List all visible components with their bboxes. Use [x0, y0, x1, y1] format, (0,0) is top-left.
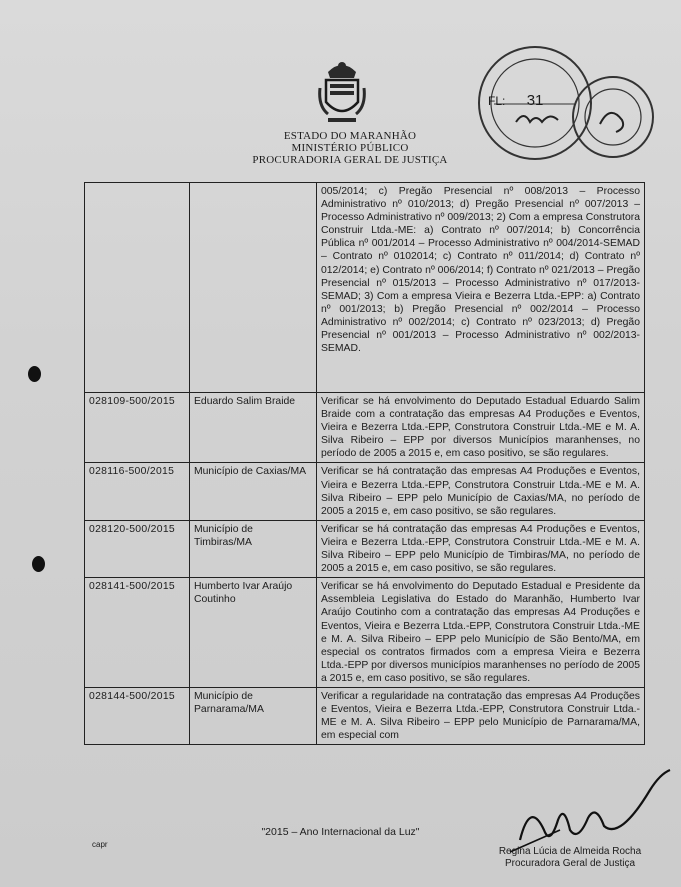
table-row [85, 183, 645, 393]
folio-prefix: FL: [488, 94, 506, 108]
punch-hole-top [28, 366, 41, 382]
row-description: Verificar se há contratação das empresas A4 Produções e Eventos, Vieira e Bezerra Ltda.-EPP, Construtora Construir Ltda.-ME e M. A. Silva Ribeiro – EPP pelo Município de Caxias/MA, no período de 2005 a 2015 e, em caso positivo, se são regulares. [317, 463, 645, 520]
signer-block [470, 846, 670, 870]
letterhead-state: ESTADO DO MARANHÃO [283, 130, 417, 142]
letterhead-office: PROCURADORIA GERAL DE JUSTIÇA [252, 154, 448, 166]
table-row [85, 687, 645, 744]
letterhead-ministry: MINISTÉRIO PÚBLICO [291, 142, 409, 154]
row-reference: 028141-500/2015 [85, 578, 190, 688]
row-party: Município de Parnarama/MA [190, 687, 317, 744]
row-description: Verificar se há envolvimento do Deputado Estadual Eduardo Salim Braide com a contratação das empresas A4 Produções e Eventos, Vieira e Bezerra Ltda.-EPP, Construtora Construir Ltda.-ME e M. A. Silva Ribeiro – EPP por diversos Municípios maranhenses, no período de 2005 a 2015 e, em caso positivo, se são regulares. [317, 393, 645, 463]
table-row [85, 393, 645, 463]
coat-of-arms-icon [318, 58, 366, 126]
row-description: Verificar se há contratação das empresas A4 Produções e Eventos, Vieira e Bezerra Ltda.-EPP, Construtora Construir Ltda.-ME e M. A. Silva Ribeiro – EPP pelo Município de Timbiras/MA, no período de 2005 a 2015 e, em caso positivo, se são regulares. [317, 520, 645, 577]
row-reference: 028116-500/2015 [85, 463, 190, 520]
row-reference: 028144-500/2015 [85, 687, 190, 744]
row-description: Verificar a regularidade na contratação das empresas A4 Produções e Eventos, Vieira e Bezerra Ltda.-EPP, Construtora Construir Ltda.-ME e M. A. Silva Ribeiro – EPP pelo Município de Parnarama/MA, em especial com [317, 687, 645, 744]
row-reference [85, 183, 190, 393]
row-party: Município de Timbiras/MA [190, 520, 317, 577]
signer-title: Procuradora Geral de Justiça [504, 858, 636, 869]
row-reference: 028109-500/2015 [85, 393, 190, 463]
signer-name: Regina Lúcia de Almeida Rocha [498, 846, 642, 857]
folio-label [488, 92, 543, 109]
row-description: 005/2014; c) Pregão Presencial nº 008/2013 – Processo Administrativo nº 010/2013; d) Pregão Presencial nº 007/2013 – Processo Administrativo nº 009/2013; 2) Com a empresa Construtora Construir Ltda.-ME: a) Contrato nº 007/2014; b) Concorrência Pública nº 001/2014 – Processo Administrativo nº 004/2014-SEMAD – Contrato nº 0102014; c) Contrato nº 011/2014; d) Contrato nº 012/2014; e) Contrato nº 006/2014; f) Contrato nº 021/2013 – Pregão Presencial nº 015/2013 – Processo Administrativo nº 017/2013-SEMAD; 3) Com a empresa Vieira e Bezerra Ltda.-EPP: a) Contrato nº 001/2013; b) Pregão Presencial nº 002/2014 – Processo Administrativo nº 002/2014; c) Contrato nº 023/2013; d) Pregão Presencial nº 001/2013 – Processo Administrativo nº 002/2013-SEMAD. [317, 183, 645, 393]
handwritten-signature-icon [500, 760, 680, 860]
table-row [85, 463, 645, 520]
row-party: Município de Caxias/MA [190, 463, 317, 520]
row-reference: 028120-500/2015 [85, 520, 190, 577]
row-party: Eduardo Salim Braide [190, 393, 317, 463]
table-row [85, 520, 645, 577]
punch-hole-bottom [32, 556, 45, 572]
row-party: Humberto Ivar Araújo Coutinho [190, 578, 317, 688]
row-description: Verificar se há envolvimento do Deputado Estadual e Presidente da Assembleia Legislativa do Estado do Maranhão, Humberto Ivar Araújo Coutinho com a contratação das empresas A4 Produções e Eventos, Vieira e Bezerra Ltda.-EPP, Construtora Construir Ltda.-ME e M. A. Silva Ribeiro – EPP pelo Município de São Bento/MA, em especial os contratos firmados com a empresa Vieira e Bezerra Ltda.-EPP por diversos municípios maranhenses no período de 2005 a 2015 e, em caso positivo, se são regulares. [317, 578, 645, 688]
folio-number: 31 [526, 92, 544, 109]
footer-motto: "2015 – Ano Internacional da Luz" [261, 826, 420, 838]
footer-mark: capr [92, 840, 108, 849]
table-row [85, 578, 645, 688]
documents-table [84, 182, 645, 745]
ministry-seal-icon [570, 74, 656, 160]
letterhead [230, 130, 470, 166]
row-party [190, 183, 317, 393]
